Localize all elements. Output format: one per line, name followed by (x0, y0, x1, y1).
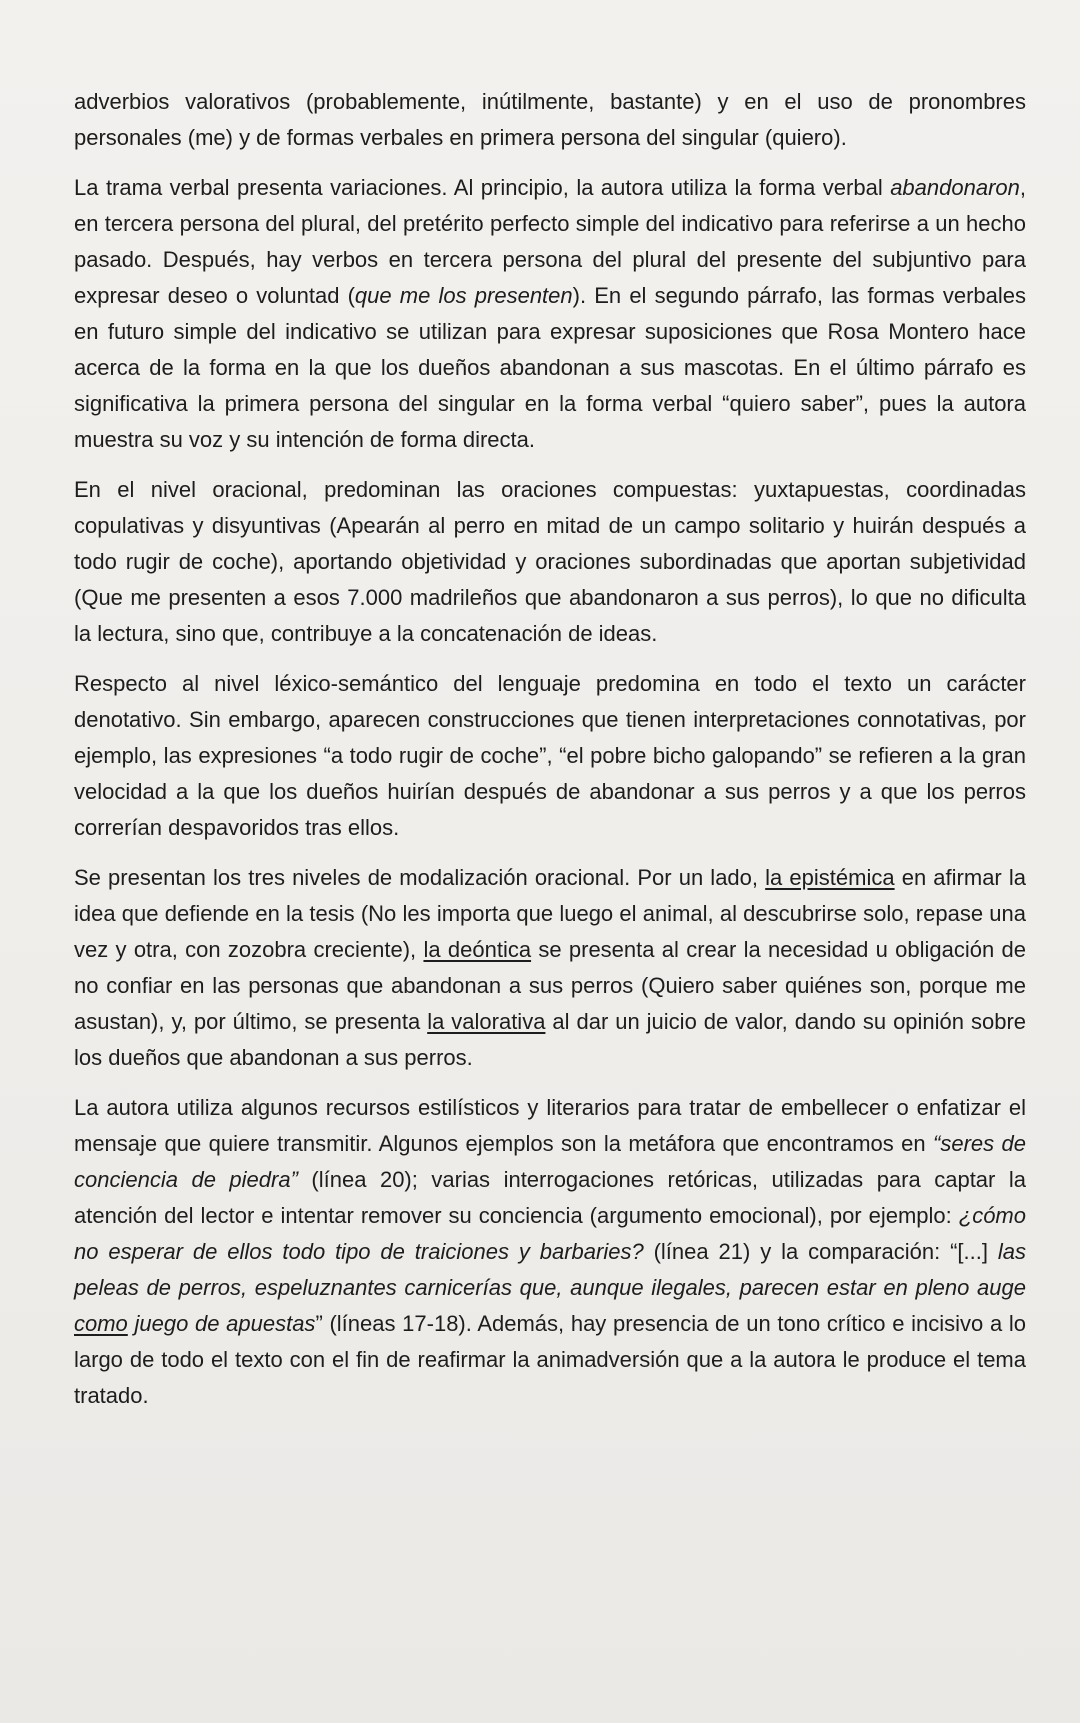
paragraph-sentence-level (74, 472, 1026, 652)
text-segment: ). En el segundo párrafo, las formas verbales en futuro simple del indicativo se utilizan para expresar suposiciones que Rosa Montero hace acerca de la forma en la que los dueños abandonan a sus mascotas. En el último párrafo es significativa la primera persona del singular en la forma verbal “quiero saber”, pues la autora muestra su voz y su intención de forma directa. (74, 283, 1026, 452)
text-segment: se presenta al crear la necesidad u obligación de no confiar en las personas que abandonan a sus perros (Quiero saber quiénes son, porque me asustan), y, por último, se presenta (74, 937, 1026, 1034)
text-segment: ” (líneas 17-18). Además, hay presencia de un tono crítico e incisivo a lo largo de todo el texto con el fin de reafirmar la animadversión que a la autora le produce el tema tratado. (74, 1311, 1026, 1408)
text-segment: las peleas de perros, espeluznantes carnicerías que, aunque ilegales, parecen estar en pleno auge (74, 1239, 1026, 1300)
text-segment: Respecto al nivel léxico-semántico del lenguaje predomina en todo el texto un carácter denotativo. Sin embargo, aparecen construcciones que tienen interpretaciones connotativas, por ejemplo, las expresiones “a todo rugir de coche”, “el pobre bicho galopando” se refieren a la gran velocidad a la que los dueños huirían después de abandonar a sus perros y a que los perros correrían despavoridos tras ellos. (74, 671, 1026, 840)
text-segment: Se presentan los tres niveles de modalización oracional. Por un lado, (74, 865, 766, 890)
paragraph-stylistic-resources (74, 1090, 1026, 1414)
text-segment: “seres de conciencia de piedra” (74, 1131, 1026, 1192)
text-segment: La trama verbal presenta variaciones. Al principio, la autora utiliza la forma verbal (74, 175, 891, 200)
paragraph-modalization (74, 860, 1026, 1076)
text-segment: la deóntica (423, 937, 532, 962)
text-segment: abandonaron (890, 175, 1020, 200)
text-segment: la epistémica (765, 865, 895, 890)
text-segment: (línea 21) y la comparación: “[...] (643, 1239, 998, 1264)
text-segment: juego de apuestas (127, 1311, 316, 1336)
text-segment: , en tercera persona del plural, del pretérito perfecto simple del indicativo para referirse a un hecho pasado. Después, hay verbos en tercera persona del plural del presente del subjuntivo para expresar deseo o voluntad ( (74, 175, 1026, 308)
text-segment: ¿cómo no esperar de ellos todo tipo de traiciones y barbaries? (74, 1203, 1026, 1264)
paragraph-verbal-plot (74, 170, 1026, 458)
document-body (74, 84, 1026, 1414)
paragraph-lexical-semantic (74, 666, 1026, 846)
text-segment: adverbios valorativos (probablemente, inútilmente, bastante) y en el uso de pronombres personales (me) y de formas verbales en primera persona del singular (quiero). (74, 89, 1026, 150)
text-segment: como (74, 1311, 128, 1336)
text-segment: que me los presenten (354, 283, 573, 308)
text-segment: La autora utiliza algunos recursos estilísticos y literarios para tratar de embellecer o enfatizar el mensaje que quiere transmitir. Algunos ejemplos son la metáfora que encontramos en (74, 1095, 1026, 1156)
text-segment: En el nivel oracional, predominan las oraciones compuestas: yuxtapuestas, coordinadas copulativas y disyuntivas (Apearán al perro en mitad de un campo solitario y huirán después a todo rugir de coche), aportando objetividad y oraciones subordinadas que aportan subjetividad (Que me presenten a esos 7.000 madrileños que abandonaron a sus perros), lo que no dificulta la lectura, sino que, contribuye a la concatenación de ideas. (74, 477, 1026, 646)
text-segment: en afirmar la idea que defiende en la tesis (No les importa que luego el animal, al descubrirse solo, repase una vez y otra, con zozobra creciente), (74, 865, 1027, 962)
text-segment: al dar un juicio de valor, dando su opinión sobre los dueños que abandonan a sus perros. (74, 1009, 1027, 1070)
paragraph-adverbs-pronouns (74, 84, 1026, 156)
text-segment: (línea 20); varias interrogaciones retóricas, utilizadas para captar la atención del lector e intentar remover su conciencia (argumento emocional), por ejemplo: (74, 1167, 1026, 1228)
text-segment: la valorativa (427, 1009, 546, 1034)
